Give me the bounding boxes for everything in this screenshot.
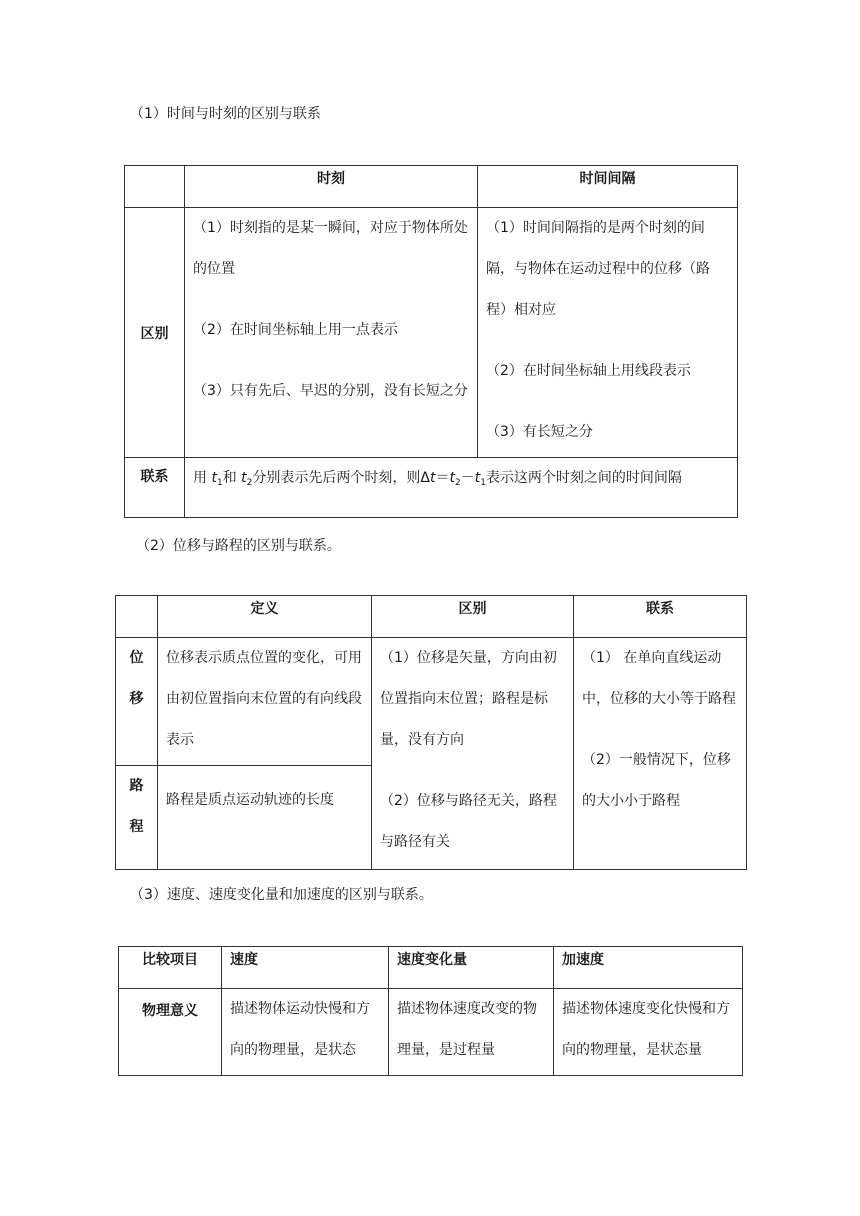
header-moment: 时刻 bbox=[185, 166, 478, 208]
section1-heading: （1）时间与时刻的区别与联系 bbox=[130, 106, 321, 122]
velocity-change-meaning-cell bbox=[389, 989, 554, 1076]
section2-heading: （2）位移与路程的区别与联系。 bbox=[136, 538, 341, 554]
relation-point-2: （2）一般情况下，位移的大小小于路程 bbox=[582, 752, 731, 809]
header-velocity-change: 速度变化量 bbox=[389, 947, 554, 989]
velocity-comparison-table bbox=[118, 946, 743, 1076]
velocity-change-meaning: 描述物体速度改变的物理量，是过程量 bbox=[397, 1001, 537, 1058]
row-physical-meaning-label: 物理意义 bbox=[119, 989, 222, 1076]
corner-cell bbox=[116, 596, 158, 638]
difference-point-2: （2）位移与路径无关，路程与路径有关 bbox=[380, 793, 557, 850]
header-relation: 联系 bbox=[574, 596, 747, 638]
interval-difference-cell bbox=[478, 208, 738, 458]
row-path-label: 路 程 bbox=[116, 766, 158, 870]
header-velocity: 速度 bbox=[222, 947, 389, 989]
corner-cell bbox=[125, 166, 185, 208]
path-definition-cell bbox=[158, 766, 372, 870]
time-moment-table bbox=[124, 165, 738, 518]
row-relation-label: 联系 bbox=[125, 458, 185, 518]
section3-heading: （3）速度、速度变化量和加速度的区别与联系。 bbox=[130, 887, 433, 903]
difference-point-1: （1）位移是矢量，方向由初位置指向末位置；路程是标量，没有方向 bbox=[380, 650, 557, 748]
difference-cell bbox=[372, 638, 574, 870]
header-difference: 区别 bbox=[372, 596, 574, 638]
interval-point-3: （3）有长短之分 bbox=[486, 424, 593, 440]
path-definition: 路程是质点运动轨迹的长度 bbox=[166, 792, 334, 808]
moment-difference-cell bbox=[185, 208, 478, 458]
relation-cell bbox=[574, 638, 747, 870]
velocity-meaning-cell bbox=[222, 989, 389, 1076]
header-acceleration: 加速度 bbox=[554, 947, 743, 989]
displacement-path-table bbox=[115, 595, 747, 870]
velocity-meaning: 描述物体运动快慢和方向的物理量，是状态 bbox=[230, 1001, 370, 1058]
row-difference-label: 区别 bbox=[125, 208, 185, 458]
relation-text: 用 $t_1$和 $t_2$分别表示先后两个时刻，则$\Delta t=t_2-t_1$表示这两个时刻之间的时间间隔 bbox=[193, 470, 682, 488]
relation-cell bbox=[185, 458, 738, 518]
moment-point-2: （2）在时间坐标轴上用一点表示 bbox=[193, 322, 398, 338]
acceleration-meaning: 描述物体速度变化快慢和方向的物理量，是状态量 bbox=[562, 1001, 730, 1058]
interval-point-1: （1）时间间隔指的是两个时刻的间隔，与物体在运动过程中的位移（路程）相对应 bbox=[486, 220, 710, 318]
row-displacement-label: 位 移 bbox=[116, 638, 158, 766]
interval-point-2: （2）在时间坐标轴上用线段表示 bbox=[486, 363, 691, 379]
moment-point-1: （1）时刻指的是某一瞬间，对应于物体所处的位置 bbox=[193, 220, 468, 277]
header-definition: 定义 bbox=[158, 596, 372, 638]
displacement-definition-cell bbox=[158, 638, 372, 766]
acceleration-meaning-cell bbox=[554, 989, 743, 1076]
header-item: 比较项目 bbox=[119, 947, 222, 989]
relation-point-1: （1） 在单向直线运动中，位移的大小等于路程 bbox=[582, 650, 736, 707]
header-interval: 时间间隔 bbox=[478, 166, 738, 208]
displacement-definition: 位移表示质点位置的变化，可用由初位置指向末位置的有向线段表示 bbox=[166, 650, 362, 748]
moment-point-3: （3）只有先后、早迟的分别，没有长短之分 bbox=[193, 383, 468, 399]
